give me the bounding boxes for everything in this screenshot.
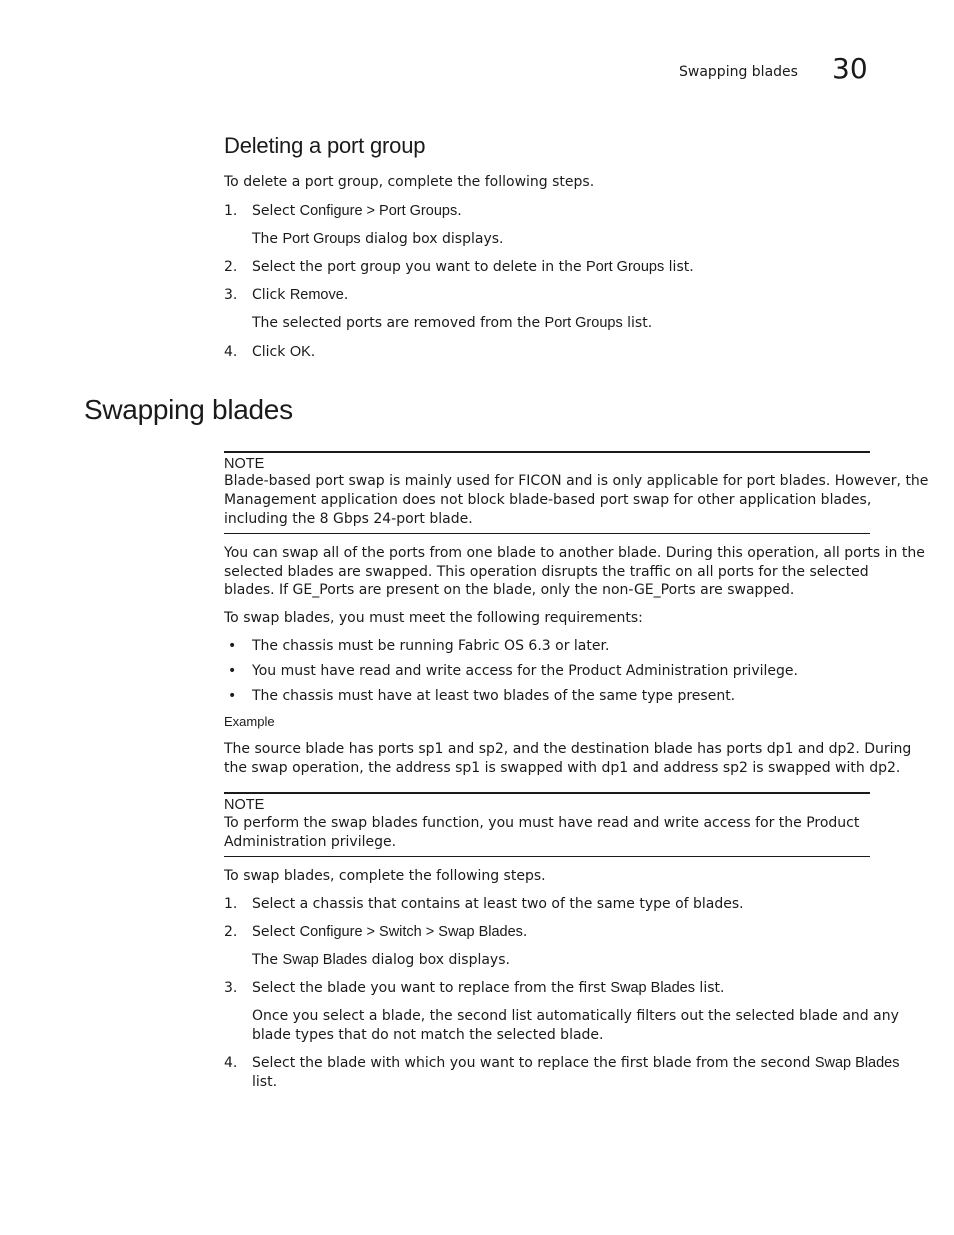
- swap-step-2-result: The Swap Blades dialog box displays.: [252, 952, 510, 968]
- swap-step-2: Select Configure > Switch > Swap Blades.: [252, 924, 528, 940]
- requirements-intro: To swap blades, you must meet the following requirements:: [224, 610, 643, 626]
- bullet-1: •: [228, 638, 237, 654]
- example-line-1: The source blade has ports sp1 and sp2, and the destination blade has ports dp1 and dp2. During: [224, 741, 912, 757]
- delete-step-1-number: 1.: [224, 203, 238, 219]
- delete-intro: To delete a port group, complete the following steps.: [224, 174, 595, 190]
- swap-step-4: Select the blade with which you want to replace the first blade from the second Swap Blades: [252, 1055, 900, 1071]
- delete-step-1-result: The Port Groups dialog box displays.: [252, 231, 504, 247]
- delete-step-4: Click OK.: [252, 344, 316, 360]
- note-1-line-1: Blade-based port swap is mainly used for FICON and is only applicable for port blades. However, the: [224, 473, 929, 489]
- swap-paragraph-line-2: selected blades are swapped. This operation disrupts the traffic on all ports for the selected: [224, 564, 869, 580]
- swap-step-1: Select a chassis that contains at least two of the same type of blades.: [252, 896, 744, 912]
- example-line-2: the swap operation, the address sp1 is swapped with dp1 and address sp2 is swapped with dp2.: [224, 760, 901, 776]
- swap-step-1-number: 1.: [224, 896, 238, 912]
- note-2-bottom-rule: [224, 856, 870, 857]
- note-1-bottom-rule: [224, 533, 870, 534]
- swap-step-4-number: 4.: [224, 1055, 238, 1071]
- bullet-2: •: [228, 663, 237, 679]
- heading-deleting-port-group: Deleting a port group: [224, 133, 426, 158]
- requirement-2: You must have read and write access for the Product Administration privilege.: [252, 663, 798, 679]
- menu-path: Configure > Port Groups: [299, 203, 458, 219]
- note-1-label: NOTE: [224, 456, 265, 472]
- delete-step-2-number: 2.: [224, 259, 238, 275]
- example-label: Example: [224, 714, 275, 729]
- swap-step-3: Select the blade you want to replace from the first Swap Blades list.: [252, 980, 725, 996]
- requirement-3: The chassis must have at least two blades of the same type present.: [252, 688, 736, 704]
- menu-path: Configure > Switch > Swap Blades: [299, 924, 523, 940]
- swap-step-4-line-2: list.: [252, 1074, 278, 1090]
- swap-step-3-result-line-1: Once you select a blade, the second list automatically filters out the selected blade and any: [252, 1008, 899, 1024]
- swap-paragraph-line-1: You can swap all of the ports from one blade to another blade. During this operation, all ports in the: [224, 545, 925, 561]
- delete-step-4-number: 4.: [224, 344, 238, 360]
- note-1-line-2: Management application does not block blade-based port swap for other application blades,: [224, 492, 872, 508]
- bullet-3: •: [228, 688, 237, 704]
- note-2-line-2: Administration privilege.: [224, 834, 397, 850]
- chapter-number: 30: [832, 52, 868, 85]
- swap-step-3-result-line-2: blade types that do not match the selected blade.: [252, 1027, 604, 1043]
- note-1-line-3: including the 8 Gbps 24-port blade.: [224, 511, 473, 527]
- note-1-top-rule: [224, 451, 870, 453]
- note-2-top-rule: [224, 792, 870, 794]
- running-header-section: Swapping blades: [679, 64, 798, 80]
- swap-steps-intro: To swap blades, complete the following steps.: [224, 868, 546, 884]
- delete-step-3-number: 3.: [224, 287, 238, 303]
- swap-step-2-number: 2.: [224, 924, 238, 940]
- swap-step-3-number: 3.: [224, 980, 238, 996]
- heading-swapping-blades: Swapping blades: [84, 394, 293, 425]
- delete-step-3: Click Remove.: [252, 287, 349, 303]
- note-2-label: NOTE: [224, 797, 265, 813]
- delete-step-3-result: The selected ports are removed from the Port Groups list.: [252, 315, 653, 331]
- delete-step-2: Select the port group you want to delete in the Port Groups list.: [252, 259, 694, 275]
- note-2-line-1: To perform the swap blades function, you must have read and write access for the Product: [224, 815, 860, 831]
- requirement-1: The chassis must be running Fabric OS 6.3 or later.: [252, 638, 610, 654]
- swap-paragraph-line-3: blades. If GE_Ports are present on the blade, only the non-GE_Ports are swapped.: [224, 582, 795, 598]
- delete-step-1: Select Configure > Port Groups.: [252, 203, 462, 219]
